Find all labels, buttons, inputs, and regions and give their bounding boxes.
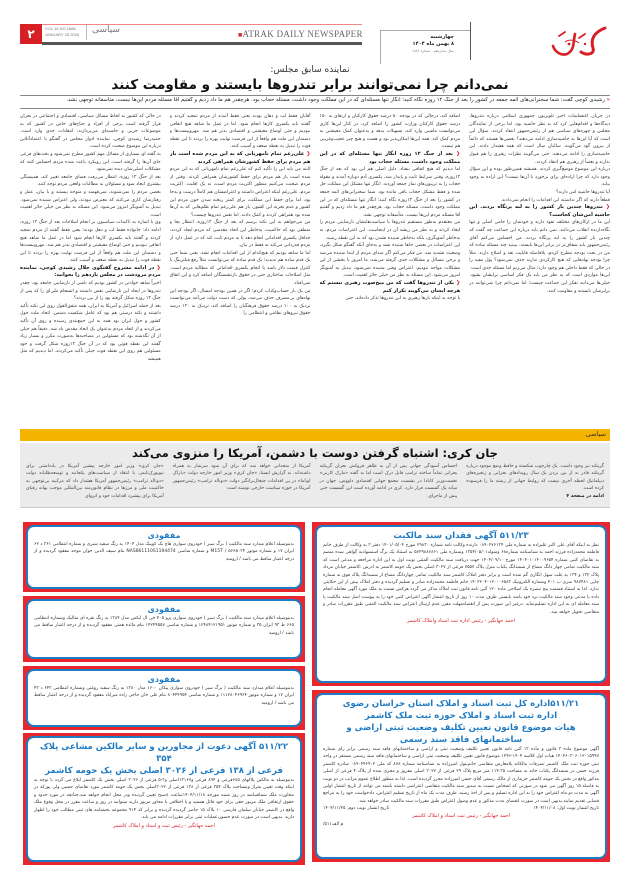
- subheading: [320, 151, 461, 166]
- second-publication-date: تاریخ انتشار نوبت دوم: ۱۴۰۴/۱۱/۲۵: [323, 806, 390, 812]
- kerry-column: «جان کری» وزیر امور خارجه پیشین آمریکا در یادداشتی برای نیویورک‌تایمز، با انتقاد از سیاست‌های یکجانبه و توسعه‌طلبانه دولت «دونالد ترامپ» رئیس‌جمهور آمریکا هشدار داد که مرکبیه بی‌توجهی به حاکمیت ملی و مرزها در نظام قانون‌مند بین‌المللی موجب بهانه رقبای آمریکا برای پیشبرد اقدامات خود و انزوای: [26, 464, 164, 499]
- paragraph: اضافه کند، درحالی که در بودجه ۸۰ درصد حقوق کارکنان و ارتقای به ۱۵۰ درصد حقوق کارکنان وزارت کشور را اضافه کرد. در کنار این‌ها کاری می‌توانست ماشین وارد کند، تسهیلات بدهد و به‌عنوان کمک معیشتی به مردم کمک کند. همه این‌ها امکان‌پذیر بود و هست و هیچ چیز عجیب‌وغریبی هم نیست.: [319, 114, 461, 150]
- paragraph: بعضی مردم را نمی‌شنوند، نمی‌فهمند و متوجه نیستند و با بیان، عمل و رفتارشان کاری می‌کنند که معترض نبودند، ولی اعتراض شنیده نمی‌شود. تبدیل به آشوبگر امروز می‌شود. این مسئله به نظر من خیلی حائز اهمیت است.: [20, 189, 161, 218]
- kerry-article: [20, 443, 610, 508]
- masthead: [20, 22, 610, 67]
- subheading-text: علی‌رغم تمام نامهربانی که به این مردم شده است باز هم مردم برای حفظ کشورشان همراهی کردند: [169, 150, 311, 165]
- divider: [470, 22, 471, 60]
- deed-lost-notice-ad: [312, 522, 610, 686]
- issue-number: سال شانزدهم - شماره ۱۸۸۶: [412, 49, 454, 53]
- section-band: [20, 429, 610, 441]
- ad-frame: [315, 525, 607, 683]
- kerry-column-text: گرینلند نیز وجود داشت. یک چارچوب شکسته و حافظ وضع موجود درباره گرینلند قادر به از بین بردن یک سال رویدادهای بحرانی و زنجیره‌های دیپلماتیک لحظه آخری نیست که روابط جهانی از رشته ما را فرسوده کرده است.: [466, 464, 604, 492]
- paragraph: بعد از جنگ ۱۲ روزه، انتظار می‌رفت فضای جامعه تغییر کند، همبستگی بیشتری ایجاد شود و مسئولان به مطالبات واقعی مردم توجه کنند.: [20, 174, 161, 188]
- article-column: [469, 113, 610, 425]
- paragraph: اما ما شاهد بودیم که هیچ‌کدام از این اقدامات انجام نشد. یعنی شما حتی یک قدم ساده هم ندیدید؛ یک قدم ساده که می‌توانست مثلاً رفع فیلترینگ یا کنترل قیمت دلار باشد یا انجام یکسری اقداماتی که مطالبه مردم است. مثل اصلاحات ساختاری حتی در حقوق بازنشستگان اضافه کرد و این اتفاق نمی‌افتاد.: [169, 250, 311, 287]
- ad-title: مفقودی: [147, 675, 181, 684]
- paper-name: [238, 29, 363, 39]
- lost-notice-ad: [23, 596, 305, 662]
- square-bullet-icon: ■: [238, 31, 243, 39]
- chevron-icon: ❮: [304, 150, 311, 157]
- ad-title: ۵۱۱/۲۱اداره کل ثبت اسناد و املاک استان خراسان رضوی: [342, 699, 580, 709]
- section-band-label: سیاسی: [585, 430, 606, 438]
- date-english: JANUARY 28.2026: [45, 32, 80, 37]
- date-box: [380, 30, 470, 64]
- double-chevron-icon: «: [606, 97, 610, 103]
- subheading: [20, 265, 161, 280]
- chevron-icon: ❮: [154, 264, 161, 271]
- paragraph: این ما در ارکان‌های مختلف نفوذ دارند و خودشان را حامی اصلی و تنها نگاه‌دارنده انقلاب می‌دانند. نمی دانم باید درباره این جماعت چه گفت که چندین بار کشور را به لبه پرتگاه بردند. من احساس می‌کنم آقای رئیس‌جمهور باید شفاف‌تر در برابر این‌ها بایستد. ببینید چند مسئله ساده که من در بحث بودجه مطرح کردم، بلافاصله قابلیت نقد و اصلاح دارند. مثلاً چرا بودجه نهادهایی که هیچ کارکردی ندارند حذف نمی‌شود؟ پول مفید را در حالی که فقط داخلی هم وجود دارد؛ مثال می‌زنم اما مسئله جدی است.: [469, 220, 610, 271]
- article-headline: نمی‌دانم چرا نمی‌توانند برابر تندروها بایستند و مقاومت کنند: [111, 77, 509, 93]
- paragraph: بعد از حمله اسرائیل و آمریکا به ایران، همه متفق‌القول روی این نکته تأکید داشتند و نکته درستی هم بود که عامل شکست دشمن، اتحاد ملت حول کشور و حول ایران بود همه به این جمع‌بندی رسیده و روی آن تأکید می‌کردند و از اتحاد مردم به‌عنوان یک اتحاد مقدس یاد شد. دقیقاً هم خیلی از آن نگذشته بود که مسئولین در مصاحبه‌ها به‌صورت مکرر و بسیار زیاد گفتند این نقطه قوتی بود که در آن جنگ ۱۲روزه شکل گرفت و خود مسئولین هم روی این نقطه قوت خیلی تأکید می‌کردند. اما دیدیم که مثل همیشه: [20, 303, 161, 362]
- kerry-column: [466, 463, 604, 500]
- section-label: سیاسی: [92, 25, 121, 35]
- summary-text: رشیدی کوچی گفت: شما سخنرانی‌های ائمه جمعه در کشور را بعد از جنگ ۱۲ روزه نگاه کنید؛ انگار تنها مسئله‌ای که در این مملکت وجود داشت، مسئله حجاب بود. هرچقدر هم ما داد زدیم و گفتیم آقا مسئله مردم این‌ها نیست، متأسفانه توجهی نشد.: [66, 97, 605, 103]
- paragraph: من معتقدم به‌طور مستقیم تندروها با سیاست‌هایشان نارضایتی مردم را ایجاد کردند و به نظر من ریشه آن در اینجاست. این اعتراضات مردم، نه به‌خاطر آشوبگری، بلکه به‌خاطر شنیده نشدن بود که به این نقطه رسید.: [319, 220, 461, 241]
- ad-frame: [315, 693, 607, 859]
- publication-dates: [323, 806, 599, 811]
- paragraph: اخیراً شاهد خوادثی در کشور بودیم که ناشی از نارضایتی جامعه بود، چقدر تندروها در ایجاد این نارضایتی نقش داشتند و انسجام ملی‌ای را که پس از جنگ ۱۲ روزه شکل گرفته بود را از بین بردند؟: [20, 281, 161, 302]
- ad-body: بدینوسیله اعلام میدارد سند مالکیت ( برگ سبز ) خودروی سواری هاچ بک کوییک مدل ۱۴۰۴ به رنگ سفید شیری و شماره انتظامی ۳۶۱ د ۶۲ ایران ۱۷ و شماره موتور ۵۶۶۵۰۳۴ / M15T و شماره شاسی NAS861110S1194474 بنام سیف الدین جوان موحد مفقود گردیده و از درجه اعتبار ساقط می باشد / ارومیه: [34, 542, 294, 562]
- article-kicker: نماینده سابق مجلس:: [270, 65, 350, 75]
- subheading-text: یکی از تندروها گفت که من میخ‌صوت رهبری نیستم که هرچه ایشان می‌گویند تکرار کنم: [319, 280, 461, 294]
- paragraph: البته من باید این را تأکید کنم که علی‌رغم تمام نامهربانی که به این مردم شده است باز هم مردم برای حفظ کشورشان همراهی کردند. وقتی از مردم صحبت می‌کنیم منظور اکثریت مردم است، نه یک اقلیت. اکثریت مردم، علی‌رغم اینکه اعتراض داشتند و اعتراضشان هم کاملاً درست و به‌جا بود، اما برای حفظ این مملکت، برای کمتر ریخته شدن خون مردم این کشور و عدم تجزیه این کشور، باز هم علی‌رغم تمام ظلم‌هایی که به آن‌ها شده بود همراهی کردند و کمک دادند. اما نقش تندروها چیست؟: [169, 167, 311, 218]
- article-columns: [20, 113, 610, 425]
- paragraph: من می‌خواهم به این نکته برسم که بعد از جنگ ۱۲روزه، انتظار بجا و منطقی بود که حاکمیت، به‌خاطر این اتحاد مقدسی که مردم ایجاد کردند، حداقل یکسری اقداماتی انجام دهد تا به مردم ثابت کند که در عمل دارد از مردم قدردانی می‌کند نه فقط در بیان.: [169, 220, 311, 249]
- atrak-logo: [545, 24, 610, 60]
- article-column: [320, 113, 461, 425]
- ad-title: هیات موضوع قانون تعیین تکلیف وضعیت ثبتی اراضی و ساختمانهای فاقد سند رسمی: [346, 723, 576, 745]
- paper-name-text: ATRAK DAILY NEWSPAPER: [242, 29, 363, 39]
- subheading: [469, 204, 610, 219]
- paragraph: قطعاً دارند که اگر نداشتند این اقدامات را انجام نمی‌دادند.: [500, 197, 610, 203]
- weekday: چهارشنبه: [430, 34, 454, 40]
- ad-title: ۵۱۱/۲۳ آگهی فقدان سند مالکیت: [393, 531, 529, 541]
- paragraph: این‌ها مواردی است که به نظر من باید یک فکر اساسی برایشان بشود. خیلی‌ها می‌دانند تفکر این جماعت چیست؛ اما نمی‌دانم چرا نمی‌توانند در برابرشان بایستند و مقاومت کنند.: [469, 273, 610, 294]
- divider: [20, 108, 610, 109]
- chevron-icon: ❮: [452, 150, 461, 157]
- ad-body: بدینوسیله به مالکین پلاکهای ۶۸۵فرعی و ۸۹۴ فرعی و۱۳۱۶۷اصلی و۳-۵ فرعی از ۳۰۲۶ اصلی بخش یک کاشمر ابلاغ می گردد با توجه به اینکه وقت تعیین متراژ ومساحت پلاک ۳۵۴ فرعی از ۱۳۸ فرعی از ۳۰۲۶اصلی بخش یک حومه کاشمر مورد تقاضای حسین ولی پورکه در مجاورت ملک شماقیباشد در روز شنبه مورخه ۱۴۰۴/۱۱/۱۸ساعت ۸صبح تعیین گردیده ودر محل انجام خواهد شد.چنانچه در مورد حدود و حقوق ارتفاقی ملک مزبور حقی برای خود قائل هستید و یا اختلافی با مجاور مزبور دارید میتوانید در روز و ساعت مقرر در محل وقوع ملک واقع در کاشمر خیابان سلمان فارسی ۱۰ پلاک ۱۵ حاضر گردیده گردیده و برابر کد ۹۱۴ مجموعه بخشنامه های ثبتی مطالب خود را اظهار دارید .بدیهی است در صورت عدم حضور،عملیات ثبتی برابر مقررات ادامه می یابد.: [34, 778, 294, 821]
- article-summary: [20, 97, 610, 103]
- divider: [86, 25, 87, 40]
- paragraph: به گفته او، بسیاری از مسائل مهم کشور مطرح نمی‌شود و بحث‌های فرعی جای آن‌ها را گرفته است. این رویکرد باعث شده مردم احساس کنند که مشکلات اصلی‌شان دیده نمی‌شود.: [20, 151, 161, 173]
- ad-signature: احمد جهانگیر - رئیس اداره ثبت اسناد واملاک کاشمر: [407, 618, 515, 625]
- masthead-top-rule: [42, 24, 362, 25]
- paragraph: در حالی که کشور به لحاظ مسائل سیاسی، اقتصادی و اجتماعی در بحران قرار گرفته است برخی از افراد و جناح‌های خاص در کشور که به موضوعات جزیی و حاشیه‌ای می‌پردازند، انتقادات جدی وارد است. حمیدرضا رشیدی کوچی، نماینده ادوار مجلس در گفتگو با اعتمادآنلاین درباره این موضوع صحبت کرده است.: [20, 114, 161, 150]
- ad-frame: [26, 736, 302, 862]
- paragraph: آیا تندروها حاشیه امن دارند؟: [556, 189, 610, 195]
- kerry-columns: [26, 463, 604, 500]
- subheading-text: تندروها چندین بار کشور را به لبه پرتگاه بردند. این حاشیه امن‌شان کجاست؟: [469, 204, 610, 218]
- logo-calligraphy-icon: [545, 24, 610, 60]
- chevron-icon: ❮: [602, 204, 610, 211]
- volume-info: [45, 26, 79, 38]
- article-column: [170, 113, 311, 425]
- subheading-text: در ادامه مشروح گفتگوی جلال رشیدی کوچی، نماینده مردم مرودشت در مجلس یازدهم را بخوانید:: [20, 264, 161, 279]
- first-publication-date: تاریخ انتشار نوبت اول: ۱۴۰۴/۱۱/۰۸: [533, 806, 599, 812]
- subheading-text: بعد از جنگ ۱۲ روزه انگار تنها مسئله‌ای که در این مملکت وجود داشت، مسئله حجاب بود: [319, 150, 461, 165]
- lost-notice-ad: [23, 666, 305, 730]
- paragraph: در جریان اغتشاشات اخیر تلویزیون جمهوری اسلامی درباره تندروها، دیدگاه‌ها و اقدام‌هایی کرد که به نظر حاشیه بود، اما برخی از نمایندگان مجلس و چهره‌های سیاسی هم از رئیس‌جمهور انتقاد کردند. سؤال این است که آیا این‌ها به حاشیه‌سازی ادامه می‌دهند؟ بعضی‌ها هستند که دائماً از بیرون گود می‌گویند. سالیان سال است که همه هشدار دادند. این حاشیه‌سازی را ادامه می‌دهند. حتی می‌گویند نظرات رهبری را هم قبول ندارند و بعضاً از رهبری هم انتقاد کردند.: [469, 114, 610, 165]
- continued-link[interactable]: ادامه در صفحه ۴: [566, 493, 604, 499]
- ad-signature: احمد جهانگیر - رئیس ثبت و اسناد و املاک کاشمر: [113, 823, 215, 830]
- ad-frame: [26, 669, 302, 727]
- paragraph: آقایان فقط لب و دهان بودند یعنی فقط آمدند از مردم تمجید کردند و گفتند باید یکسری کارها انجام شود. اما در عمل ما شاهد هیچ اتفاقی نبودیم و حتی اوضاع معیشتی و اقتصادی بدتر هم شد. مهروپیست‌ها و دشمنان این ملت هم واقعاً از این فرصت نهایت بهره را بردند تا این نقطه قوت را تبدیل به نقطه ضعف و آسیب کنند.: [169, 114, 311, 150]
- ad-body: بدینوسیله اعلام میدارد سند مالکیت ( برگ سبز ) خودروی سواری پیکان ۱۶۰۰ مدل ۱۳۸۰ به رنگ سفید روغنی وشماره انتظامی ۶۴۳ د ۴۳ ایران ۱۷ و شماره موتور ۱۱۱۲۸۰۴۶۹۶۴ و شماره شاسی ۸۰۴۴۴۹۵۴ بنام علی خان حاجی زاده میراباد مفقود گردیده و از درجه اعتبار ساقط می باشد / ارومیه: [34, 686, 295, 706]
- kerry-column: احساس آسودگی جهانی پس از آن به ظاهر فروکش بحران گرینلند بحرانی تماماً ساخته ترامپ قابل درک است اما به گفته «مارک کارنی» نخست‌وزیر کانادا در نشست مجمع جهانی اقتصادی داووس، جهان در میانه یک گسست قرار دارد. کری در ادامه آورده است این گسست حتی پیش از ماجرای: [319, 464, 458, 499]
- ad-code: م الف۵۱۱/: [323, 822, 344, 828]
- subheading: [320, 280, 461, 295]
- ad-frame: [26, 599, 302, 659]
- kerry-headline: جان کری: اشتباه گرفتن دوست با دشمن، آمریکا را منزوی می‌کند: [132, 446, 498, 460]
- article-column: [20, 113, 161, 425]
- subheading: [170, 151, 311, 166]
- ad-body: نظر به اینکه آقای علی اکبر علیزاده به شماره ملی ۰۸۹۰۲۷۶۱۳۴ دارنده وکالت نامه شماره ۲۹۸۳۰ مورخ ۱۴۰۱/۰۵/۰۴ دفتر ۳ به وکالت از طرف خانم فاطمه محمدزاده فرزند احمد به شناسنامه شماره۶۸ ومتولد۱۳۵۴/۰۵/۰۱ وشماره ملی ۵۷۲۹۸۸۶۸۶۱ به استناد یک برگ استشهادیه گواهی شده منضم به تقاضای کتبی شماره ۱۴۰۴۰۱۰۱۴۰۰۹۶۵۴ مورخ ۱۴۰۴/۰۹/۱۰ جهت دریافت سند مالکیت المثنی نوبت اول به این اداره مراجعه و مدعی است که سند مالکیت تمامی چهار دانگ مشاع از ششدانگ یکباب منزل پلاک ۷۵۵۷ فرعی از ۳۰۲۷ اصلی بخش یک حومه کاشمر به ادرس :کاشمر خیابان مرداد پلاک ۱۳۲ و ۱۳۴ به علت سهل انگاری گم شده است و برابر دفتر املاک کاشمر سند مالکیت تمامی چهاردانگ مشاع از ششدانگ پلاک فوق به شماره چاپی ۹۸۷۴۸۱ سری ب ۴۰۱ وشماره الکترونیک ۱۴۰۲۲۰۴۰۱۲۰۰۰۶۵۸۳ خانم فاطمه محمدزاده صادر و تسلیم گردیده و دفتر املاک بیش از این حکایتی ندارد. لذا به استناد قسمت پنج تبصره یک اصلاحی ماده ۱۲۰ آئین نامه قانون ثبت املاک مذکر می گردد هرکس نسبت به ملک مورد آگهی معامله انجام داده یا مدعی وجود سند مالکیت نزد خود باشد بایستی ظرف مدت ۱۰ روز از تاریخ انتشار آگهی اعتراض کتبی خود را به پیوست اصل سند مالکیت یا سند معامله ای به این اداره تسلیم‌نماید. درغیر این صورت پس از انقضاء‌مهلت مقرر عدم ارسال اعتراض سند مالکیت المثنی طبق مقررات صادر و متقاضی تحویل خواهد شد.: [323, 543, 599, 615]
- chevron-icon: ❮: [454, 280, 461, 287]
- ad-title: ۵۱۱/۲۲ آگهی دعوت از مجاورین و سایر مالکین مشاعی پلاک ۳۵۴: [39, 742, 289, 764]
- paragraph: درباره این موضوع موضع‌گیری کردند. همیشه همین‌طور بوده و این سؤال وجود دارد که چرا اراده‌ای برای برخورد با آن‌ها نیست؟ این اراده به وجود بیاید.: [469, 167, 610, 188]
- divider: [20, 95, 610, 96]
- invitation-notice-ad: [23, 733, 305, 865]
- registry-notice-ad: [312, 690, 610, 862]
- paragraph: اما دیدیم که هیچ اتفاقی نیفتاد. دلیل اصلی هم این بود که بعد از جنگ ۱۲روزه، وقتی شرایط ثابت و پایدار شد، یکسری آدم دوباره آمدند و مقوله حجاب را به تریبون‌های نماز جمعه آوردند. انگار تنها مشکل این مملکت حل شده و فقط مشکل حجاب باقی مانده بود. شما سخنرانی‌های ائمه جمعه در کشور را بعد از جنگ ۱۲روزه نگاه کنید؛ انگار تنها مسئله‌ای که در این مملکت وجود داشت، مسئله حجاب بود. هرچقدر هم ما داد زدیم و گفتیم آقا مسئله مردم این‌ها نیست، متأسفانه توجهی نشد.: [319, 167, 461, 218]
- lost-notice-ad: [23, 522, 305, 592]
- ad-body: آگهی موضوع ماده ۳ قانون و ماده ۱۳ آئین نامه قانون تعیین تکلیف وضعیت ثبتی و اراضی و ساختمانهای فاقد سند رسمی برابر رای شماره ۱۴۰۴۶۰۳۰۶۰۱۲۰۱۵۹۹۷ هیات اول کلاسه ۱۴۰۴-۱۲۴۶ موضوع قانون تعیین تکلیف وضعیت ثبتی اراضی و ساختمانهای فاقد سند رسمی مستقر در واحد ثبتی حوزه ثبت ملک کاشمر تصرفات مالکانه بلامعارض متقاضی خانم‌بتول امیرزاده به شناسنامه شماره ۸۷۸ کد ملی ۰۸۹۰۴۴۶۹۰۲ صادره کاشمر فرزند حسن در ششدانگ یکباب خانه به مساحت ۱۱۴.۳۵ متر مربع پلاک ۲۹ فرعی از ۳۰۲۷ اصلی مفروز و مجزی شده از پلاک ۴ فرعی از اصلی مذکور واقع در بخش یک حومه کاشمر خریداری از مالک رسمی آقای حسن امیرزاده محرز گردیده است. لذا به منظور اطلاع عموم مراتب در دو نوبت به فاصله ۱۵ روز آگهی می شود در صورتی که اشخاص نسبت به صدور سند مالکیت متقاضی اعتراضی داشته باشند می توانند از تاریخ انتشار اولین آگهی به مدت دو ماه اعتراض خود را به این اداره تسلیم و پس از اخذ رسید، ظرف مدت یک ماه از تاریخ تسلیم اعتراض، دادخواست خود را به مراجع قضایی تقدیم نمایند.بدیهی است در صورت انقضای مدت مذکور و عدم وصول اعتراض طبق مقررات سند مالکیت صادر خواهد شد.: [323, 747, 599, 804]
- volume-number: VOL.16 NO.1886: [45, 26, 76, 31]
- page-number: ۲: [20, 24, 42, 44]
- paragraph: با توجه به اینکه بارها رهبری به این تندروها تذکر داده‌اند، حتی: [345, 296, 461, 302]
- ad-body: بدینوسیله اعلام میدارد سند مالکیت ( برگ سبز ) خودروی سواری پژو ۴۰۵ جی ال ایکس مدل ۱۳۸۴ به رنگ نقره ای متالیک وشماره انتظامی ۶۶۵ ط ۹۳ ایران ۳۵ و شماره موتور ۱۲۴۸۴۱۲۱۹۵۱ و شماره شاسی ۱۴۲۴۴۵۵۷ بنام مائده همتی مفقود گردیده و از درجه اعتبار ساقط می باشد / ارومیه: [34, 616, 295, 636]
- ad-title: فرعی از ۱۳۸ فرعی از ۳۰۲۶ اصلی بخش یک حومه کاشمر: [45, 766, 283, 776]
- paragraph: این اعتراضات در بعضی جاها شنیده نشد و به‌جای آنکه گفتگو شکل بگیرد، وضعیت تشدید شد. من فکر می‌کنم اگر صدای مردم از ابتدا شنیده می‌شد و برخی مسائل و مشکلات جدی گرفته می‌شد، ما امروز با بخشی از این مشکلات مواجه نبودیم. اعتراض وقتی شنیده نمی‌شود، تبدیل به آشوبگر امروز می‌شود. این مسئله به نظر من خیلی حائز اهمیت است.: [319, 243, 461, 279]
- ad-signature: احمد جهانگیر - رئیس ثبت اسناد و املاک کاشمر: [412, 813, 510, 820]
- ad-title: مفقودی: [147, 605, 181, 614]
- ad-frame: [26, 525, 302, 589]
- date-persian: ۸ بهمن ماه ۱۴۰۴: [412, 41, 454, 47]
- paragraph: من یک بار حساب‌وکتاب کردم؛ اگر در همین بودجه امسال، اگر بودجه این نهادهای بی‌مصرف حذف می‌شد، پولی که دست دولت می‌آمد می‌توانست نزدیک به ۱۰۰ درصد حقوق فرهنگیان را اضافه کند، نزدیک به ۱۲۰ درصد حقوق نیروهای نظامی و انتظامی را: [169, 288, 311, 317]
- kerry-column: آمریکا از متحدانی خواهد شد که برای آن سود سرشار به همراه داشته‌اند. به گزارش ایسنا، «جان کری» وزیر امور خارجه دولت «باراک اوباما» در پی اقدامات جنجال‌برانگیز دولت «دونالد ترامپ» رئیس‌جمهور آمریکا در حوزه سیاست خارجی نوشته است: [172, 464, 311, 492]
- ad-title: اداره ثبت اسناد و املاک حوزه ثبت ملک کاشمر: [364, 711, 558, 721]
- ad-title: مفقودی: [147, 531, 181, 540]
- masthead-bottom-rule: [42, 42, 362, 45]
- paragraph: وی با اشاره به تاکیدات سیاسیون بر انجام اصلاحات بعد از جنگ ۱۲ روزه، ادامه داد: خانواده فقط لب و دهل بودند؛ یعنی فقط گفتند از مردم تمجید کردند و گفتند باید یکسری کارها انجام شود اما در عمل ما شاهد هیچ اتفاقی نبودیم و حتی اوضاع معیشتی و اقتصادی بدتر هم شد. مهروپیست‌ها و دشمنان این ملت هم واقعاً از این فرصت نهایت بهره را بردند تا این نقطه قوت را تبدیل به نقطه ضعف و آسیب کنند.: [20, 220, 161, 264]
